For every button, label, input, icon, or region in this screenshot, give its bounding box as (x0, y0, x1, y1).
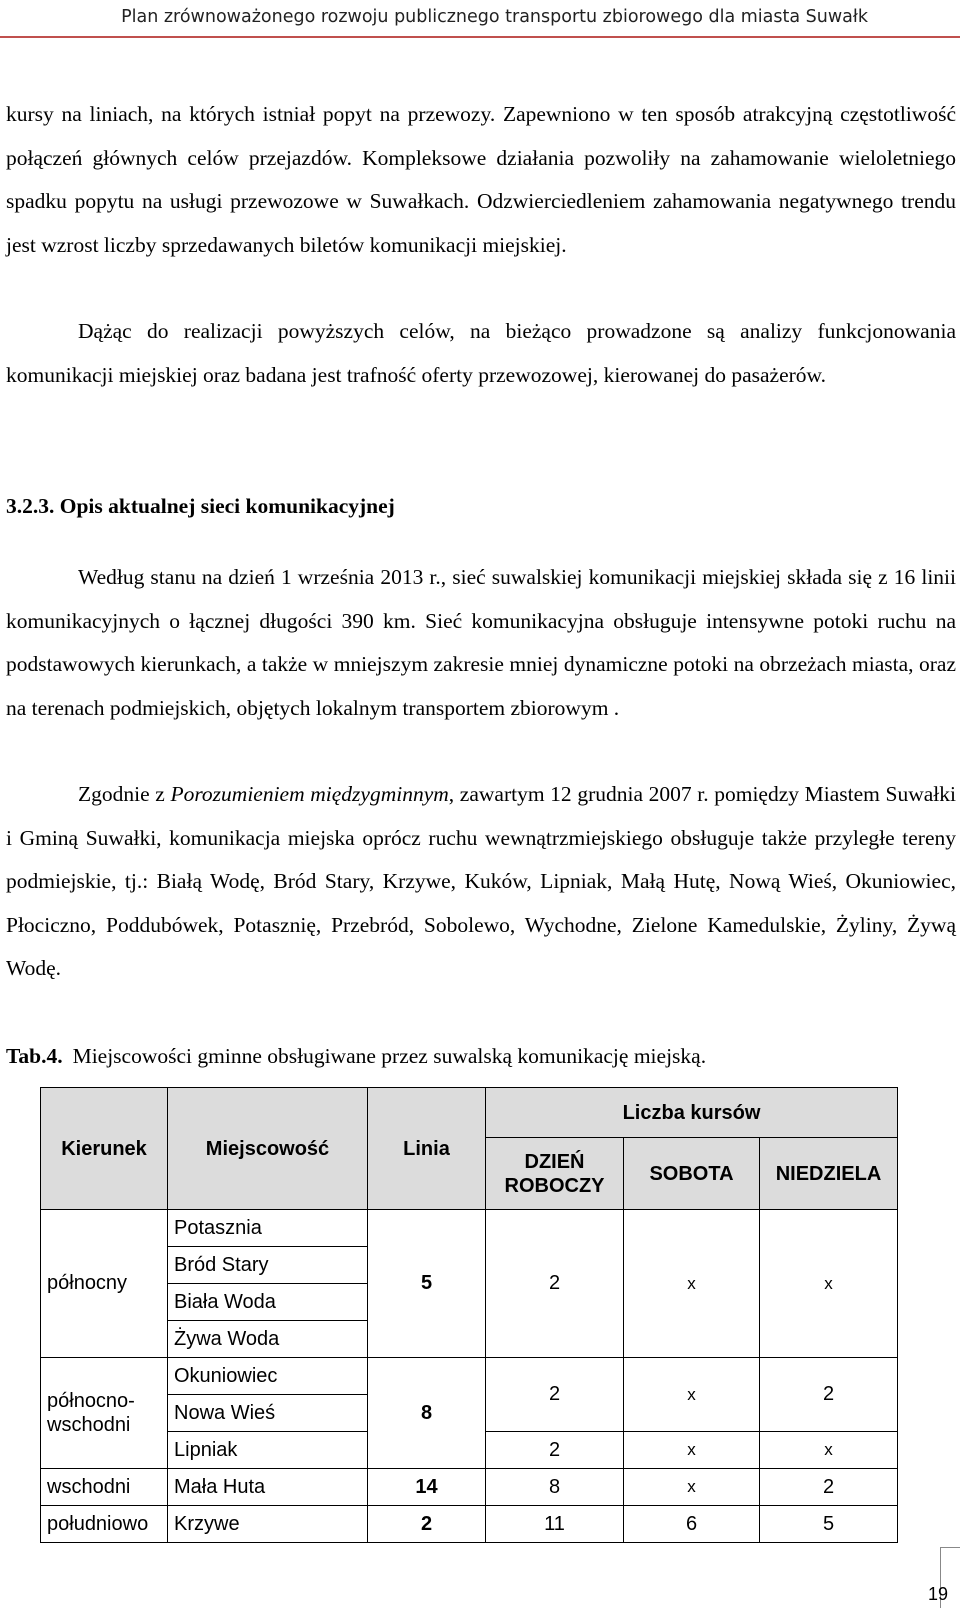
cell-niedziela: x (760, 1210, 898, 1358)
cell-miejscowosc: Potasznia (168, 1210, 368, 1247)
cell-linia: 14 (368, 1469, 486, 1506)
table-caption-label: Tab.4. (6, 1044, 63, 1068)
cell-niedziela: 5 (760, 1506, 898, 1543)
header-miejscowosc: Miejscowość (168, 1088, 368, 1210)
table-caption (6, 1041, 706, 1071)
header-liczba-kursow: Liczba kursów (486, 1088, 898, 1138)
table-row (41, 1358, 898, 1395)
p4-text-before: Zgodnie z (78, 782, 171, 806)
page-number: 19 (927, 1584, 948, 1604)
header-niedziela: NIEDZIELA (760, 1138, 898, 1210)
cell-dzien-roboczy: 8 (486, 1469, 624, 1506)
cell-linia: 5 (368, 1210, 486, 1358)
table-row (41, 1469, 898, 1506)
cell-sobota: x (624, 1432, 760, 1469)
body-paragraph-2: Dążąc do realizacji powyższych celów, na bieżąco prowadzone są analizy funkcjonowania komunikacji miejskiej oraz badana jest trafność oferty przewozowej, kierowanej do pasażerów. (6, 319, 956, 387)
cell-niedziela: x (760, 1432, 898, 1469)
header-kierunek: Kierunek (41, 1088, 168, 1210)
cell-kierunek: północny (41, 1210, 168, 1358)
cell-niedziela: 2 (760, 1358, 898, 1432)
cell-miejscowosc: Mała Huta (168, 1469, 368, 1506)
header-dzien-roboczy: DZIEŃ ROBOCZY (486, 1138, 624, 1210)
table-caption-text: Miejscowości gminne obsługiwane przez suwalską komunikację miejską. (72, 1044, 707, 1068)
cell-dzien-roboczy: 2 (486, 1210, 624, 1358)
body-paragraph-3: Według stanu na dzień 1 września 2013 r., sieć suwalskiej komunikacji miejskiej składa się z 16 linii komunikacyjnych o łącznej długości 390 km. Sieć komunikacyjna obsługuje intensywne potoki ruchu na podstawowych kierunkach, a także w mniejszym zakresie mniej dynamiczne potoki na obrzeżach miasta, oraz na terenach podmiejskich, objętych lokalnym transportem zbiorowym . (6, 565, 956, 720)
body-paragraph-1: kursy na liniach, na których istniał popyt na przewozy. Zapewniono w ten sposób atrakcyjną częstotliwość połączeń głównych celów przejazdów. Kompleksowe działania pozwoliły na zahamowanie wieloletniego spadku popytu na usługi przewozowe w Suwałkach. Odzwierciedleniem zahamowania negatywnego trendu jest wzrost liczby sprzedawanych biletów komunikacji miejskiej. (6, 102, 956, 257)
cell-miejscowosc: Okuniowiec (168, 1358, 368, 1395)
cell-miejscowosc: Biała Woda (168, 1284, 368, 1321)
cell-dzien-roboczy: 2 (486, 1432, 624, 1469)
cell-miejscowosc: Żywa Woda (168, 1321, 368, 1358)
body-paragraph-4 (6, 773, 956, 991)
cell-kierunek: wschodni (41, 1469, 168, 1506)
cell-kierunek: południowo (41, 1506, 168, 1543)
header-rule (0, 36, 960, 38)
running-header-title: Plan zrównoważonego rozwoju publicznego transportu zbiorowego dla miasta Suwałk (121, 7, 868, 27)
cell-dzien-roboczy: 2 (486, 1358, 624, 1432)
table-header-row-1 (41, 1088, 898, 1138)
cell-miejscowosc: Lipniak (168, 1432, 368, 1469)
cell-linia: 2 (368, 1506, 486, 1543)
header-linia: Linia (368, 1088, 486, 1210)
cell-sobota: 6 (624, 1506, 760, 1543)
cell-sobota: x (624, 1210, 760, 1358)
cell-sobota: x (624, 1469, 760, 1506)
table-row (41, 1506, 898, 1543)
cell-miejscowosc: Bród Stary (168, 1247, 368, 1284)
section-heading: 3.2.3. Opis aktualnej sieci komunikacyjnej (6, 494, 395, 518)
running-header (0, 0, 960, 34)
cell-linia: 8 (368, 1358, 486, 1469)
header-sobota: SOBOTA (624, 1138, 760, 1210)
p4-italic-title: Porozumieniem międzygminnym (170, 782, 449, 806)
table-miejscowosci (40, 1087, 898, 1543)
cell-kierunek: północno-wschodni (41, 1358, 168, 1469)
cell-sobota: x (624, 1358, 760, 1432)
cell-niedziela: 2 (760, 1469, 898, 1506)
page-number-frame-top (940, 1547, 960, 1548)
p4-text-after: , zawartym 12 grudnia 2007 r. pomiędzy Miastem Suwałki i Gminą Suwałki, komunikacja miejska oprócz ruchu wewnątrzmiejskiego obsługuje także przyległe tereny podmiejskie, tj.: Białą Wodę, Bród Stary, Krzywe, Kuków, Lipniak, Małą Hutę, Nową Wieś, Okuniowiec, Płociczno, Poddubówek, Potasznię, Przebród, Sobolewo, Wychodne, Zielone Kamedulskie, Żyliny, Żywą Wodę. (6, 782, 956, 980)
table-row (41, 1210, 898, 1247)
cell-miejscowosc: Krzywe (168, 1506, 368, 1543)
cell-miejscowosc: Nowa Wieś (168, 1395, 368, 1432)
cell-dzien-roboczy: 11 (486, 1506, 624, 1543)
